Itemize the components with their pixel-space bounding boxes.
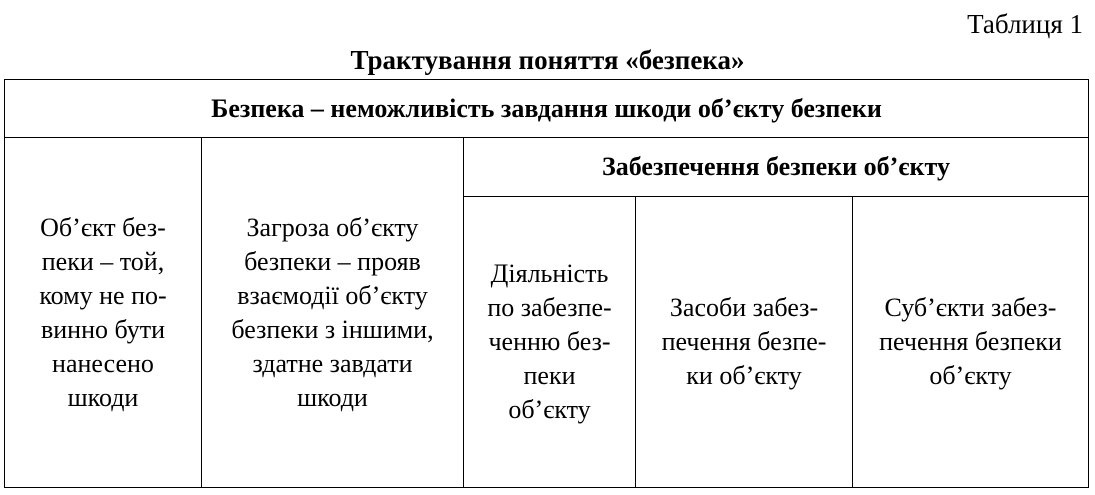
subheader-cell [464,138,1088,196]
cell-subjects [853,197,1088,487]
cell-threat [202,138,463,487]
cell-subjects-text: Суб’єкти забез- печення безпеки об’єкту [879,293,1062,390]
cell-threat-text: Загроза об’єкту безпеки – прояв взаємодії об’єкту безпеки з іншими, здатне завдати шкоди [231,212,434,412]
table-number: Таблиця 1 [967,9,1083,39]
header-cell [5,80,1088,137]
cell-means-text: Засоби забез- печення безпе- ки об’єкту [661,293,827,390]
cell-object-text: Об’єкт без- пеки – той, кому не по- винно бути нанесено шкоди [39,212,167,412]
subheader-text: Забезпечення безпеки об’єкту [602,152,950,181]
cell-activity [464,197,635,487]
table-title: Трактування поняття «безпека» [350,45,745,75]
cell-object [5,138,201,487]
cell-activity-text: Діяльність по забезпе- ченню без- пеки об’єкту [487,259,612,424]
concept-table [4,79,1089,488]
cell-means [636,197,852,487]
header-text: Безпека – неможливість завдання шкоди об’єкту безпеки [211,93,882,123]
